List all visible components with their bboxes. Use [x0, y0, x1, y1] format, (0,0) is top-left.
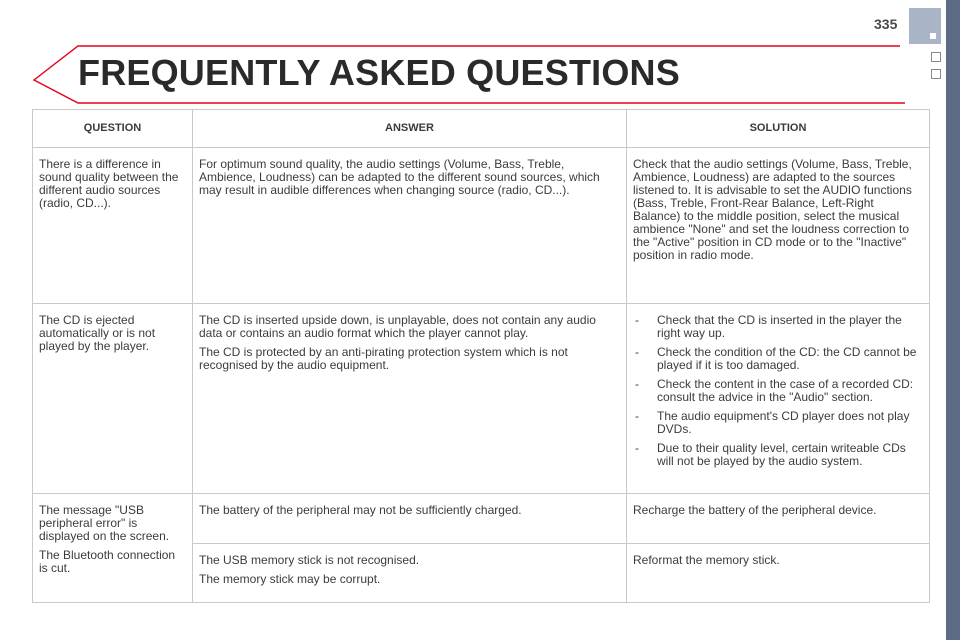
- solution-item: - Check the condition of the CD: the CD cannot be played if it is too damaged.: [633, 346, 922, 372]
- answer-cell: [193, 494, 627, 544]
- answer-cell: [193, 148, 627, 304]
- page-number: 335: [874, 16, 898, 32]
- question-cell: [33, 494, 193, 603]
- solution-cell: Check that the audio settings (Volume, Bass, Treble, Ambience, Loudness) are adapted to the sources listened to. It is advisable to set the AUDIO functions (Bass, Treble, Front-Rear Balance, Left-Right Balance) to the middle position, select the musical ambience "None" and set the loudness correction to the "Active" position in CD mode or to the "Inactive" position in radio mode.: [627, 148, 930, 304]
- answer-text: The memory stick may be corrupt.: [199, 572, 381, 586]
- question-text: The message "USB peripheral error" is displayed on the screen.: [39, 503, 170, 543]
- nav-box-icon: [931, 69, 941, 79]
- nav-box-icon: [931, 52, 941, 62]
- solution-cell: Recharge the battery of the peripheral device.: [627, 494, 930, 544]
- question-cell: The CD is ejected automatically or is not played by the player.: [33, 304, 193, 494]
- answer-cell: [193, 544, 627, 603]
- solution-cell: [627, 304, 930, 494]
- solution-list: [633, 314, 922, 468]
- solution-item: - Due to their quality level, certain writeable CDs will not be played by the audio system.: [633, 442, 922, 468]
- answer-text: The USB memory stick is not recognised.: [199, 553, 420, 567]
- answer-text: For optimum sound quality, the audio settings (Volume, Bass, Treble, Ambience, Loudness) can be adapted to the different sound sources, which may result in audible differences when changing source (radio, CD...).: [199, 157, 600, 197]
- right-sidebar-strip: [946, 0, 960, 640]
- question-cell: There is a difference in sound quality between the different audio sources (radio, CD...).: [33, 148, 193, 304]
- header-answer: ANSWER: [193, 110, 627, 148]
- answer-text: The CD is inserted upside down, is unplayable, does not contain any audio data or contains an audio format which the player cannot play.: [199, 313, 596, 340]
- tab-mark-icon: [930, 33, 936, 39]
- question-text: The Bluetooth connection is cut.: [39, 548, 176, 575]
- answer-text: The battery of the peripheral may not be sufficiently charged.: [199, 503, 522, 517]
- solution-item: - Check that the CD is inserted in the player the right way up.: [633, 314, 922, 340]
- answer-text: The CD is protected by an anti-pirating protection system which is not recognised by the audio equipment.: [199, 345, 568, 372]
- table-row: [33, 494, 930, 544]
- page-title: FREQUENTLY ASKED QUESTIONS: [78, 52, 680, 93]
- table-row: [33, 304, 930, 494]
- table-row: [33, 148, 930, 304]
- solution-item: - Check the content in the case of a recorded CD: consult the advice in the "Audio" section.: [633, 378, 922, 404]
- solution-cell: Reformat the memory stick.: [627, 544, 930, 603]
- table-header-row: [33, 110, 930, 148]
- header-question: QUESTION: [33, 110, 193, 148]
- chapter-tab: [909, 8, 941, 44]
- faq-table: [32, 109, 930, 603]
- header-solution: SOLUTION: [627, 110, 930, 148]
- solution-item: - The audio equipment's CD player does not play DVDs.: [633, 410, 922, 436]
- answer-cell: [193, 304, 627, 494]
